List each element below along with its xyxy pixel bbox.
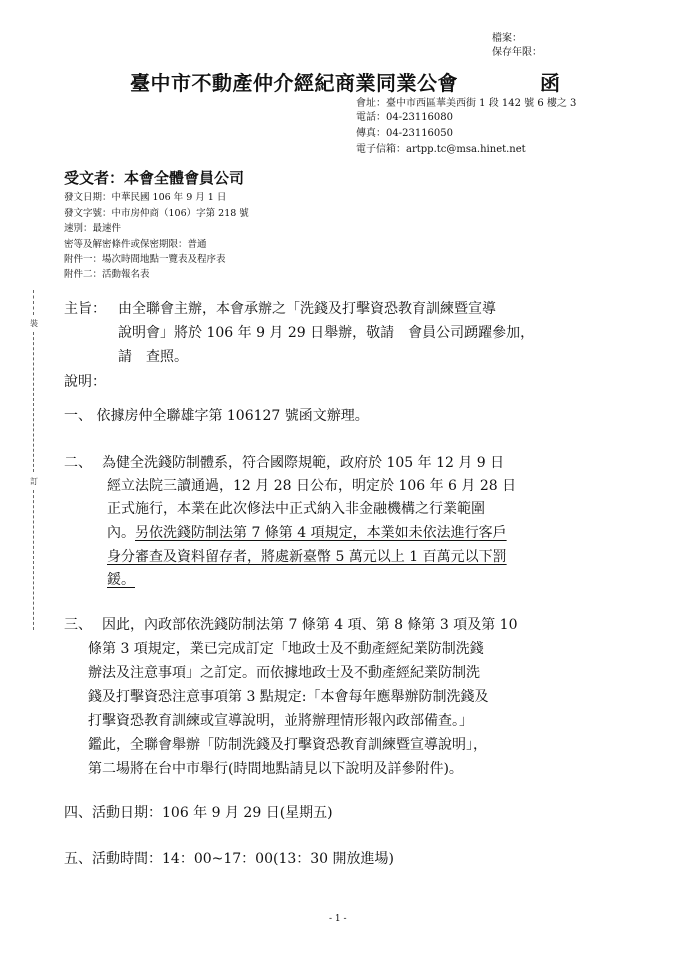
item-two-number: 二、 [64, 455, 92, 471]
item-three-line-2: 條第 3 項規定，業已完成訂定「地政士及不動產經紀業防制洗錢 [88, 641, 484, 657]
document-title: 臺中市不動產仲介經紀商業同業公會 [130, 71, 458, 95]
item-two-line-4-underlined: 另依洗錢防制法第 7 條第 4 項規定，本業如未依法進行客戶 [135, 525, 507, 541]
binding-mark-top: 裝 [30, 319, 38, 328]
recipient: 受文者：本會全體會員公司 [64, 169, 245, 187]
item-three-line-3: 辦法及注意事項」之訂定。而依據地政士及不動產經紀業防制洗 [88, 665, 480, 681]
meta-attachment-2: 附件二：活動報名表 [64, 269, 150, 280]
item-two-line-4 [107, 521, 507, 545]
page-number: - 1 - [329, 914, 347, 924]
meta-issue-date: 發文日期：中華民國 106 年 9 月 1 日 [64, 192, 227, 203]
item-one: 一、 依據房仲全聯雄字第 106127 號函文辦理。 [64, 408, 369, 424]
retention-label: 保存年限： [492, 47, 542, 58]
binding-mark-middle: 訂 [30, 477, 38, 486]
item-two-line-2: 經立法院三讀通過，12 月 28 日公布，明定於 106 年 6 月 28 日 [107, 478, 517, 494]
meta-security: 密等及解密條件或保密期限：普通 [64, 239, 207, 250]
binding-line-top [33, 290, 35, 315]
fax-line: 傳真：04-23116050 [356, 128, 454, 139]
subject-label: 主旨： [64, 301, 106, 317]
item-four-date: 四、活動日期：106 年 9 月 29 日(星期五) [64, 805, 333, 821]
item-two-line-3: 正式施行，本業在此次修法中正式納入非金融機構之行業範圍 [107, 501, 485, 517]
item-three-line-5: 打擊資恐教育訓練或宣導說明，並將辦理情形報內政部備查。」 [88, 713, 473, 729]
item-three-line-7: 第二場將在台中市舉行(時間地點請見以下說明及詳參附件)。 [88, 761, 463, 777]
document-type: 函 [540, 71, 560, 95]
item-two-line-1: 為健全洗錢防制體系，符合國際規範，政府於 105 年 12 月 9 日 [102, 455, 505, 471]
item-three-line-4: 錢及打擊資恐注意事項第 3 點規定:「本會每年應舉辦防制洗錢及 [88, 689, 489, 705]
phone-line: 電話：04-23116080 [356, 112, 454, 123]
explanation-label: 說明： [64, 374, 106, 390]
item-two-line-6: 鍰。 [107, 572, 135, 588]
archive-label: 檔案： [492, 33, 522, 44]
subject-line-1: 由全聯會主辦，本會承辦之「洗錢及打擊資恐教育訓練暨宣導 [118, 301, 496, 317]
meta-speed: 速別：最速件 [64, 223, 122, 234]
item-three-line-6: 鑑此，全聯會舉辦「防制洗錢及打擊資恐教育訓練暨宣導說明」， [88, 737, 487, 753]
item-three-number: 三、 [64, 617, 92, 633]
subject-line-3: 請 查照。 [118, 349, 188, 365]
subject-line-2: 說明會」將於 106 年 9 月 29 日舉辦，敬請 會員公司踴躍參加， [118, 325, 535, 341]
binding-line-bottom [33, 490, 35, 630]
meta-doc-number: 發文字號：中市房仲商（106）字第 218 號 [64, 208, 249, 219]
item-three-line-1: 因此，內政部依洗錢防制法第 7 條第 4 項、第 8 條第 3 項及第 10 [102, 617, 518, 633]
email-line: 電子信箱：artpp.tc@msa.hinet.net [356, 144, 526, 155]
address-line: 會址：臺中市西區華美西街 1 段 142 號 6 樓之 3 [356, 98, 577, 109]
item-two-line-5: 身分審查及資料留存者，將處新臺幣 5 萬元以上 1 百萬元以下罰 [107, 549, 507, 565]
meta-attachment-1: 附件一：場次時間地點一覽表及程序表 [64, 254, 226, 265]
item-five-time: 五、活動時間：14：00~17：00(13：30 開放進場) [64, 851, 394, 867]
item-two-line-4-plain: 內。 [107, 525, 135, 541]
binding-line-middle [33, 332, 35, 472]
